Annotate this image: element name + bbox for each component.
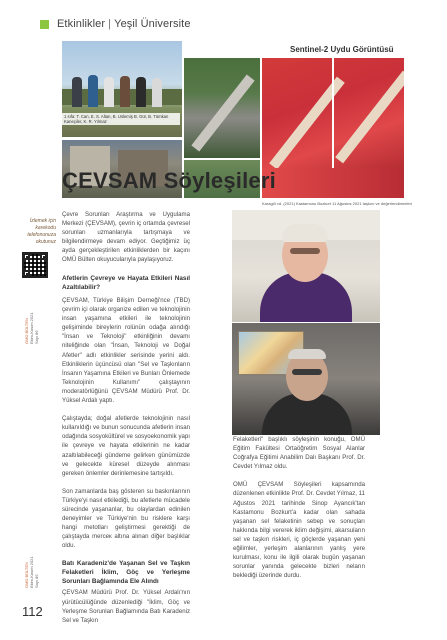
section-heading-1: Afetlerin Çevreye ve Hayata Etkileri Nasıl Azaltılabilir? <box>62 274 190 291</box>
body-paragraph-1: ÇEVSAM, Türkiye Bilişim Derneği'nce (TBD) çevrim içi olarak organize edilen ve teknolojinin insan yaşamına etkileri ile teknolojinin gelişiminde bireylerin rolünün odağa alındığı "İnsan ve Teknoloji" etkinliğinin devamı niteliğinde olan "İnsan, Teknoloji ve Doğal Afetler" adlı etkinlikler serisinde yerini aldı. Etkinliklerin üçüncüsü olan "Sel ve Taşkınların İnsanın Yaşamına Etkileri ve Bunları Önlemede Teknolojinin Kullanımı" çalıştayının moderatörlüğünü ÇEVSAM Müdürü Prof. Dr. Yüksel Ardalı yaptı. <box>62 297 190 405</box>
issue-date-top: Ekim-Kasım 2021 <box>29 312 34 344</box>
issue-date-bottom: Ekim-Kasım 2021 <box>29 556 34 588</box>
qr-instruction: İzlemek için karekodu telefonunuza okutunuz <box>27 218 56 245</box>
page-header <box>40 16 191 32</box>
issue-name-top: OMÜ BÜLTEN <box>24 318 29 344</box>
article-title: ÇEVSAM Söyleşileri <box>62 168 276 193</box>
issue-info-bottom <box>24 532 39 592</box>
header-separator: | <box>108 18 112 30</box>
qr-code-icon[interactable] <box>22 252 48 278</box>
section-name: Etkinlikler <box>57 18 106 30</box>
satellite-image-lower <box>262 168 404 198</box>
article-body-column <box>62 296 190 634</box>
body-paragraph-4: ÇEVSAM Müdürü Prof. Dr. Yüksel Ardalı'nın yürütücülüğünde düzenlediği "İklim, Göç ve Yerleşme Sorunları Bağlamında Batı Karadeniz Sel ve Taşkın <box>62 589 190 624</box>
issue-info-top <box>24 296 39 344</box>
section-marker-icon <box>40 20 49 29</box>
satellite-title: Sentinel-2 Uydu Görüntüsü <box>290 45 394 54</box>
river-valley-photo <box>184 58 260 158</box>
issue-number-top: Sayı 86 <box>34 330 39 344</box>
right-paragraph-2: OMÜ ÇEVSAM Söyleşileri kapsamında düzenlenen etkinlikte Prof. Dr. Cevdet Yılmaz, 11 Ağustos 2021 tarihinde Sinop Ayancık'tan Kastamonu Bozkurt'a kadar olan sahada yaşanan sel felaketinin sebep ve sonuçları hakkında bilgi vererek iklim değişimi, akarsuların sel ve taşkın riskleri, iç göçlerde yaşanan yeni eğilimler, yerleşim alanlarının yanlış yere kurulması, konu ile ilgili olarak bugün yaşanan sorunlar yanında gelecekte bizleri neların beklediği üzerinde durdu. <box>233 481 365 580</box>
section-heading-2: Batı Karadeniz'de Yaşanan Sel ve Taşkın Felaketleri İklim, Göç ve Yerleşme Sorunları Bağlamında Ele Alındı <box>62 560 190 586</box>
article-intro-column <box>62 210 190 294</box>
intro-paragraph: Çevre Sorunları Araştırma ve Uygulama Merkezi (ÇEVSAM), çevrin iç ortamda çevresel sorunları uzmanlarıyla tartışmaya ve bilgilendirmeye devam ediyor. Geçtiğimiz üç ayda gerçekleştirilen etkinliklerden bir kaçını OMÜ Bülten okuyucularıyla paylaşıyoruz. <box>62 211 190 264</box>
issue-name-bottom: OMÜ BÜLTEN <box>24 562 29 588</box>
body-paragraph-3: Son zamanlarda baş gösteren su baskınlarının Türkiye'yi nasıl etkilediği, bu afetlerle mücadele sürecinde yaşananlar, bu olaylardan edinilen deneyimler ve Türkiye'nin bu risklere karşı hangi metotları geliştirmesi gerektiği de çalıştayda merceк altına alınan diğer başlıklar oldu. <box>62 487 190 550</box>
magazine-name: Yeşil Üniversite <box>114 18 191 30</box>
article-right-column <box>233 435 365 589</box>
photo-caption: 1 sıfa: T. Can, E. S. Altan, B. Uslemiş B. Gür, B. Tümkan Kaneçiler, K. R. Yılmaz <box>62 113 180 125</box>
page-number: 112 <box>22 604 43 619</box>
speaker-video-frame-2 <box>232 323 380 435</box>
speaker-video-frame-1 <box>232 210 380 322</box>
satellite-caption: Karagöl vd. (2021) Kastamonu Bozkurt 11 Ağustos 2021 taşkını ve değerlendirmeleri <box>262 201 412 206</box>
right-paragraph-1: Felaketleri" başlıklı söyleşinin konuğu, OMÜ Eğitim Fakültesi Ortaöğretim Sosyal Alanlar Coğrafya Eğitimi Anabilim Dalı Başkanı Prof. Dr. Cevdet Yılmaz oldu. <box>233 436 365 471</box>
body-paragraph-2: Çalıştayda; doğal afetlerde teknolojinin nasıl kullanıldığı ve bunun sonucunda afetlerin insan odağında sosyokültürel ve sosyoekonomik yapı ile çevreye ve hayata etkilerinin ne kadar azaltılabileceği gündeme gelirken günümüzde ve gelecekte küresel düzeyde alınması gereken önlemler derinlemesine tartışıldı. <box>62 415 190 477</box>
satellite-image <box>262 58 404 168</box>
issue-number-bottom: Sayı 86 <box>34 574 39 588</box>
